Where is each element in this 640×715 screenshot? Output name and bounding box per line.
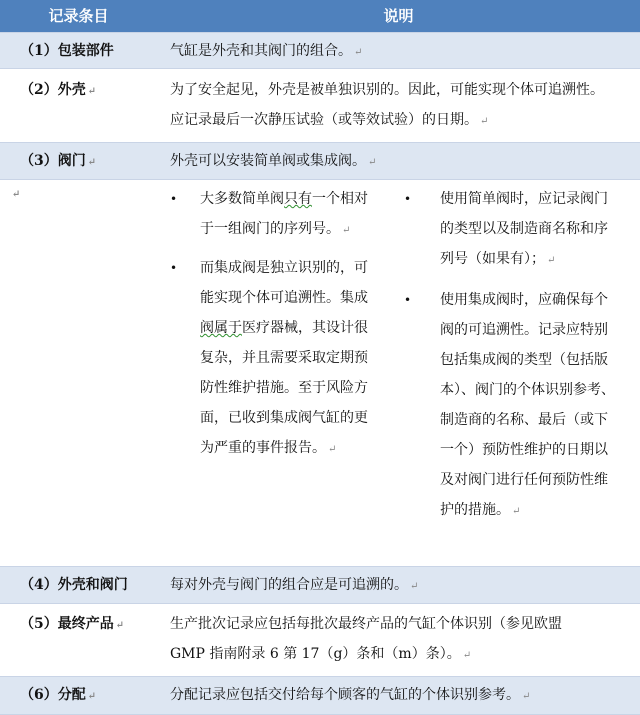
row-label: （1）包装部件 — [20, 43, 114, 59]
list-item: • 而集成阀是独立识别的，可 能实现个体可追溯性。集成 阀属于医疗器械，其设计很 复杂，并且需要采取定期预 防性维护措施。至于风险方 面，已收到集成阀气缸的更 为严重的事件报告。 ↵ — [170, 253, 392, 468]
table-row — [0, 69, 640, 143]
list-item: • 使用集成阀时，应确保每个 阀的可追溯性。记录应特别 包括集成阀的类型（包括版 本）、阀门的个体识别参考、 制造商的名称、最后（或下 一个）预防性维护的日期以 及对阀门进行任何预防性维 护的措施。 ↵ — [410, 285, 635, 535]
table-row — [0, 33, 640, 69]
bullet-icon: • — [404, 293, 412, 307]
list-item: • 大多数简单阀只有一个相对 于一组阀门的序列号。 ↵ — [170, 184, 392, 244]
bullet-icon: • — [170, 192, 178, 206]
row-label: ↵ — [12, 189, 21, 200]
table-row — [0, 604, 640, 677]
table-row — [0, 567, 640, 604]
bullet-icon: • — [170, 261, 178, 275]
list-item: • 使用简单阀时，应记录阀门 的类型以及制造商名称和序 列号（如果有）； ↵ — [410, 184, 635, 276]
row-label: （5）最终产品 ↵ — [20, 616, 125, 632]
row-label: （3）阀门 ↵ — [20, 153, 97, 169]
table-row — [0, 180, 640, 567]
row-description: 生产批次记录应包括每批次最终产品的气缸个体识别（参见欧盟 GMP 指南附录 6 第 17（g）条和（m）条）。 ↵ — [170, 616, 562, 662]
row-description: 分配记录应包括交付给每个顾客的气缸的个体识别参考。 ↵ — [170, 687, 531, 703]
table-row — [0, 143, 640, 180]
row-description: 气缸是外壳和其阀门的组合。 ↵ — [170, 43, 363, 59]
header-record-item: 记录条目 — [48, 7, 109, 25]
row-description: 为了安全起见，外壳是被单独识别的。因此，可能实现个体可追溯性。 应记录最后一次静压试验（或等效试验）的日期。 ↵ — [170, 82, 604, 128]
table-row — [0, 677, 640, 715]
header-description: 说明 — [383, 7, 414, 25]
row-label: （6）分配 ↵ — [20, 687, 97, 703]
row-label: （4）外壳和阀门 — [20, 577, 128, 593]
row-description: 外壳可以安装简单阀或集成阀。 ↵ — [170, 153, 377, 169]
row-description: 每对外壳与阀门的组合应是可追溯的。 ↵ — [170, 577, 419, 593]
row-label: （2）外壳 ↵ — [20, 82, 97, 98]
table-header — [0, 0, 640, 33]
bullet-icon: • — [404, 192, 412, 206]
